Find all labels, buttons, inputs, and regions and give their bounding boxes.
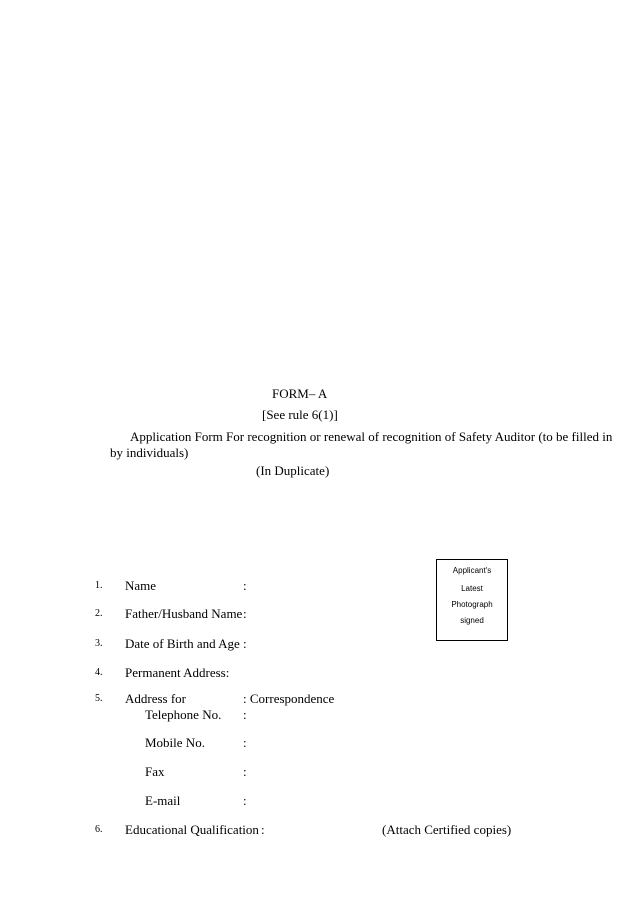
field-separator: :	[243, 735, 247, 750]
field-label-educational-qualification: Educational Qualification	[125, 822, 259, 837]
field-separator: :	[243, 636, 247, 651]
field-separator-correspondence: : Correspondence	[243, 691, 335, 706]
field-number: 1.	[95, 580, 103, 591]
field-label-name: Name	[125, 578, 157, 593]
rule-reference: [See rule 6(1)]	[262, 407, 338, 422]
photo-box-line2: Latest	[461, 584, 483, 593]
attach-certified-copies-note: (Attach Certified copies)	[382, 822, 512, 837]
field-number: 5.	[95, 693, 103, 704]
field-label-father-husband-name: Father/Husband Name	[125, 606, 243, 621]
field-number: 4.	[95, 667, 103, 678]
duplicate-note: (In Duplicate)	[256, 463, 330, 478]
field-number: 6.	[95, 824, 103, 835]
form-title: FORM– A	[272, 386, 328, 401]
field-separator: :	[243, 606, 247, 621]
photo-box-line1: Applicant's	[452, 566, 492, 575]
field-label-permanent-address: Permanent Address:	[125, 665, 230, 680]
field-label-email: E-mail	[145, 793, 181, 808]
field-separator: :	[261, 822, 265, 837]
field-label-fax: Fax	[145, 764, 165, 779]
field-label-telephone: Telephone No.	[145, 707, 222, 722]
field-label-mobile: Mobile No.	[145, 735, 205, 750]
form-description-line1: Application Form For recognition or renewal of recognition of Safety Auditor (to be filled in	[130, 429, 613, 444]
photo-box-line4: signed	[460, 616, 484, 625]
applicant-photo-box	[436, 559, 508, 641]
field-number: 3.	[95, 638, 103, 649]
form-description-line2: by individuals)	[110, 445, 189, 460]
field-separator: :	[243, 707, 247, 722]
field-separator: :	[243, 793, 247, 808]
field-number: 2.	[95, 608, 103, 619]
field-separator: :	[243, 578, 247, 593]
field-separator: :	[243, 764, 247, 779]
field-label-dob-age: Date of Birth and Age	[125, 636, 240, 651]
field-label-address-for: Address for	[125, 691, 187, 706]
photo-box-line3: Photograph	[451, 600, 493, 609]
